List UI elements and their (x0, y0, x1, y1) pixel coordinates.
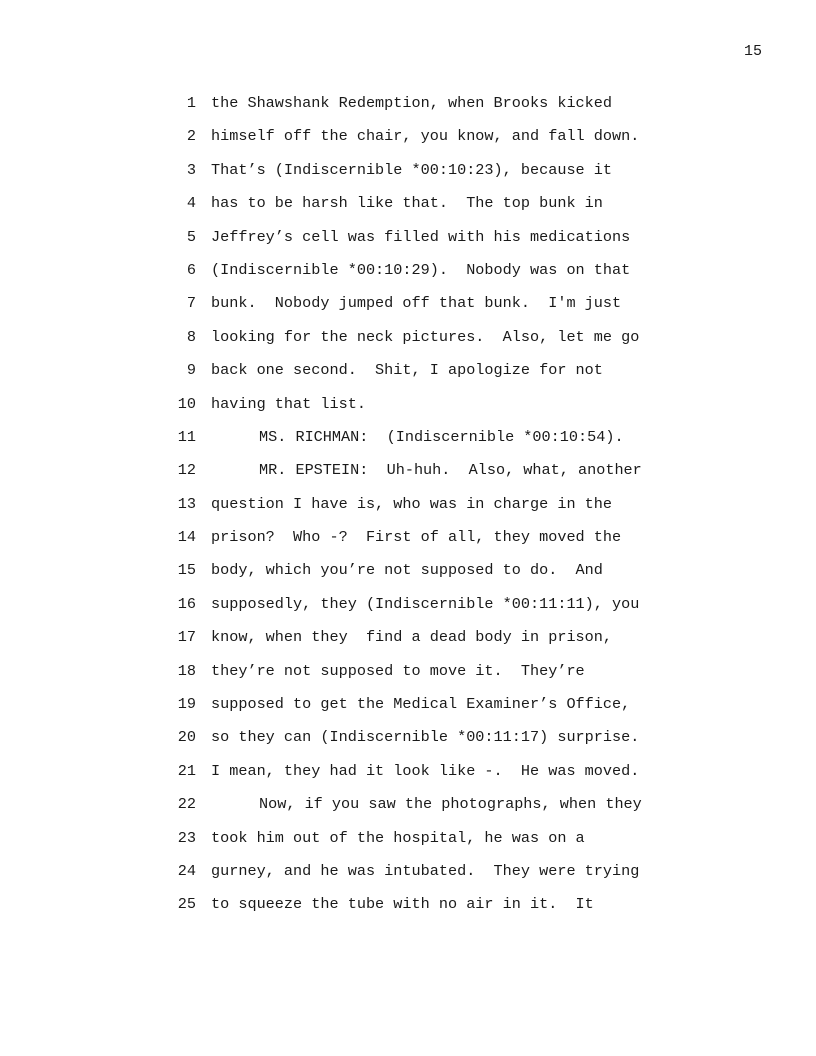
line-text: I mean, they had it look like -. He was moved. (211, 761, 640, 780)
transcript-line (0, 855, 816, 888)
transcript-line (0, 287, 816, 320)
transcript-line (0, 187, 816, 220)
line-number: 22 (177, 795, 196, 814)
line-number: 23 (177, 828, 196, 847)
transcript-line (0, 655, 816, 688)
transcript-line (0, 421, 816, 454)
line-text: question I have is, who was in charge in the (211, 494, 613, 513)
transcript-line (0, 254, 816, 287)
line-text: supposed to get the Medical Examiner’s Office, (211, 695, 631, 714)
transcript-line (0, 354, 816, 387)
transcript-line (0, 221, 816, 254)
transcript-line (0, 788, 816, 821)
transcript-line (0, 721, 816, 754)
line-number: 14 (177, 528, 196, 547)
transcript-line (0, 321, 816, 354)
line-text: having that list. (211, 394, 366, 413)
line-number: 3 (186, 160, 196, 179)
line-text: looking for the neck pictures. Also, let me go (211, 327, 640, 346)
line-number: 15 (177, 561, 196, 580)
line-text: body, which you’re not supposed to do. And (211, 561, 603, 580)
line-text: gurney, and he was intubated. They were trying (211, 861, 640, 880)
line-text: back one second. Shit, I apologize for not (211, 361, 603, 380)
transcript-line (0, 87, 816, 120)
line-number: 19 (177, 695, 196, 714)
line-text: MR. EPSTEIN: Uh-huh. Also, what, another (259, 461, 642, 480)
line-text: the Shawshank Redemption, when Brooks kicked (211, 94, 613, 112)
line-text: bunk. Nobody jumped off that bunk. I'm just (211, 294, 622, 313)
line-text: himself off the chair, you know, and fall down. (211, 127, 640, 146)
line-text: took him out of the hospital, he was on a (211, 828, 585, 847)
line-number: 13 (177, 494, 196, 513)
line-text: know, when they find a dead body in prison, (211, 628, 613, 647)
line-number: 10 (177, 394, 196, 413)
line-text: (Indiscernible *00:10:29). Nobody was on that (211, 260, 631, 279)
line-number: 11 (177, 427, 196, 446)
line-text: MS. RICHMAN: (Indiscernible *00:10:54). (259, 427, 624, 446)
line-number: 4 (186, 194, 196, 213)
transcript-lines (0, 87, 816, 922)
line-number: 5 (186, 227, 196, 246)
transcript-line (0, 154, 816, 187)
transcript-line (0, 554, 816, 587)
line-text: has to be harsh like that. The top bunk in (211, 194, 603, 213)
line-text: supposedly, they (Indiscernible *00:11:11), you (211, 594, 640, 613)
transcript-line (0, 388, 816, 421)
transcript-line (0, 888, 816, 921)
line-number: 24 (177, 861, 196, 880)
transcript-line (0, 454, 816, 487)
line-number: 21 (177, 761, 196, 780)
transcript-line (0, 488, 816, 521)
line-text: so they can (Indiscernible *00:11:17) surprise. (211, 728, 640, 747)
line-text: Now, if you saw the photographs, when they (259, 795, 642, 814)
line-number: 18 (177, 661, 196, 680)
line-number: 1 (186, 94, 196, 112)
line-text: Jeffrey’s cell was filled with his medications (211, 227, 631, 246)
transcript-line (0, 688, 816, 721)
line-text: prison? Who -? First of all, they moved the (211, 528, 622, 547)
line-text: That’s (Indiscernible *00:10:23), because it (211, 160, 613, 179)
line-text: to squeeze the tube with no air in it. It (211, 895, 594, 914)
transcript-line (0, 621, 816, 654)
line-number: 7 (186, 294, 196, 313)
line-number: 2 (186, 127, 196, 146)
line-number: 16 (177, 594, 196, 613)
line-number: 17 (177, 628, 196, 647)
transcript-line (0, 120, 816, 153)
transcript-line (0, 755, 816, 788)
line-number: 6 (186, 260, 196, 279)
line-number: 8 (186, 327, 196, 346)
line-number: 12 (177, 461, 196, 480)
transcript-line (0, 521, 816, 554)
page-number: 15 (743, 43, 762, 60)
line-number: 9 (186, 361, 196, 380)
transcript-line (0, 822, 816, 855)
line-text: they’re not supposed to move it. They’re (211, 661, 585, 680)
line-number: 20 (177, 728, 196, 747)
transcript-line (0, 588, 816, 621)
line-number: 25 (177, 895, 196, 914)
